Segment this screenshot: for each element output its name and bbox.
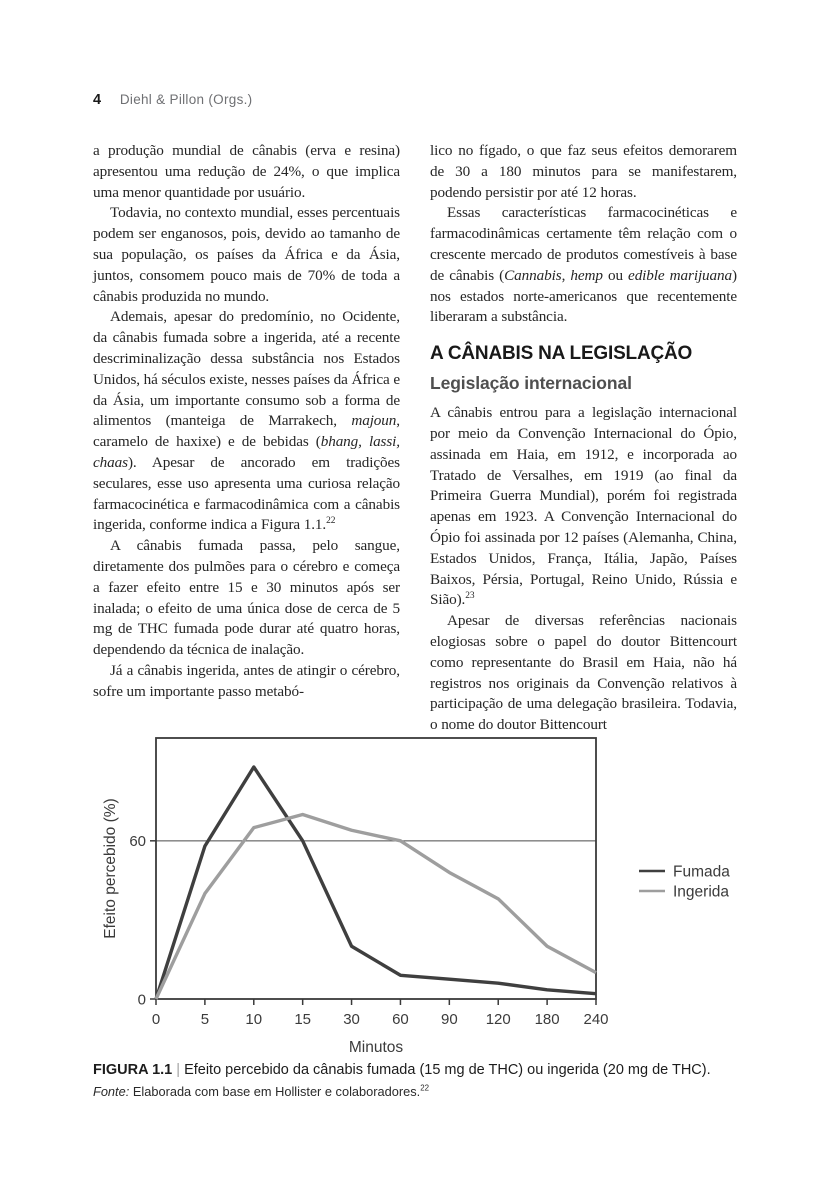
paragraph-right-4: Apesar de diversas referências nacionais elogiosas sobre o papel do doutor Bittencourt como representante do Brasil em Haia, não há registros nos originais da Convenção relativos à participação de uma delegação brasileira. Todavia, o nome do doutor Bittencourt — [430, 612, 737, 734]
running-head — [93, 92, 252, 108]
figure-caption: FIGURA 1.1 | Efeito percebido da cânabis fumada (15 mg de THC) ou ingerida (20 mg de THC). — [93, 1062, 711, 1078]
x-tick-label: 10 — [245, 1011, 263, 1028]
figure-chart — [95, 735, 823, 1055]
paragraph-right-3: A cânabis entrou para a legislação internacional por meio da Convenção Internacional do Ópio, assinada em Haia, em 1912, e incorporada ao Tratado de Versalhes, em 1919 (ao final da Primeira Guerra Mundial), porém foi registrada apenas em 1923. A Convenção Internacional do Ópio foi assinada por 12 países (Alemanha, China, Estados Unidos, França, Itália, Japão, Países Baixos, Pérsia, Portugal, Reino Unido, Rússia e Sião).$^{23}$ — [430, 404, 737, 609]
paragraph-left-2: Todavia, no contexto mundial, esses percentuais podem ser enganosos, pois, devido ao tamanho de sua população, os países da África e da Ásia, juntos, consomem pouco mais de 70% de toda a cânabis produzida no mundo. — [93, 204, 400, 305]
x-tick-label: 180 — [534, 1011, 560, 1028]
paragraph-left-5: Já a cânabis ingerida, antes de atingir o cérebro, sofre um importante passo metabó- — [93, 661, 400, 700]
right-column — [430, 141, 737, 736]
legend-label-ingerida: Ingerida — [673, 883, 730, 901]
subsection-heading: Legislação internacional — [430, 373, 632, 394]
x-tick-label: 5 — [200, 1011, 210, 1028]
section-heading: A CÂNABIS NA LEGISLAÇÃO — [430, 343, 693, 365]
figure-source: Fonte: Elaborada com base em Hollister e colaboradores.$^{22}$ — [93, 1083, 430, 1099]
x-axis-label: Minutos — [348, 1039, 404, 1055]
left-column — [93, 141, 400, 736]
paragraph-left-4: A cânabis fumada passa, pelo sangue, diretamente dos pulmões para o cérebro e começa a fazer efeito entre 15 e 30 minutos após ser inalada; o efeito de uma única dose de cerca de 5 mg de THC fumada pode durar até quatro horas, dependendo da técnica de inalação. — [93, 537, 400, 659]
figure-1-1 — [95, 735, 823, 1055]
legend-label-fumada: Fumada — [673, 863, 730, 881]
x-tick-label: 30 — [343, 1011, 360, 1028]
paragraph-left-3: Ademais, apesar do predomínio, no Ocidente, da cânabis fumada sobre a ingerida, até a recente descriminalização dessa substância nos Estados Unidos, há séculos existe, nesses países da África e da Ásia, um importante consumo sob a forma de alimentos (manteiga de Marrakech, majoun, caramelo de haxixe) e de bebidas (bhang, lassi, chaas). Apesar de ancorado em tradições seculares, esse uso apresenta uma curiosa relação farmacocinética e farmacodinâmica com a cânabis ingerida, conforme indica a Figura 1.1.22 — [93, 308, 400, 534]
body-columns — [93, 141, 738, 736]
x-tick-label: 0 — [151, 1011, 161, 1028]
x-tick-label: 240 — [583, 1011, 609, 1028]
paragraph-left-1: a produção mundial de cânabis (erva e resina) apresentou uma redução de 24%, o que implica uma menor quantidade por usuário. — [93, 142, 400, 201]
x-tick-label: 120 — [485, 1011, 511, 1028]
page-number: 4 — [93, 92, 102, 108]
running-head-title: Diehl & Pillon (Orgs.) — [119, 92, 253, 107]
paragraph-right-2: Essas características farmacocinéticas e farmacodinâmicas certamente têm relação com o crescente mercado de produtos comestíveis à base de cânabis (Cannabis, hemp ou edible marijuana) nos estados norte-americanos que recentemente liberaram a substância. — [430, 204, 738, 326]
series-line-ingerida — [156, 814, 596, 999]
figure-caption-block — [93, 1061, 763, 1100]
y-tick-label: 60 — [129, 833, 146, 851]
x-tick-label: 15 — [294, 1011, 312, 1028]
x-tick-label: 60 — [392, 1011, 409, 1028]
x-tick-label: 90 — [440, 1011, 458, 1028]
series-line-fumada — [156, 767, 596, 999]
paragraph-right-1: lico no fígado, o que faz seus efeitos demorarem de 30 a 180 minutos para se manifestarem, podendo persistir por até 12 horas. — [430, 142, 737, 201]
y-tick-label: 0 — [137, 991, 146, 1009]
y-axis-label: Efeito percebido (%) — [102, 798, 119, 939]
